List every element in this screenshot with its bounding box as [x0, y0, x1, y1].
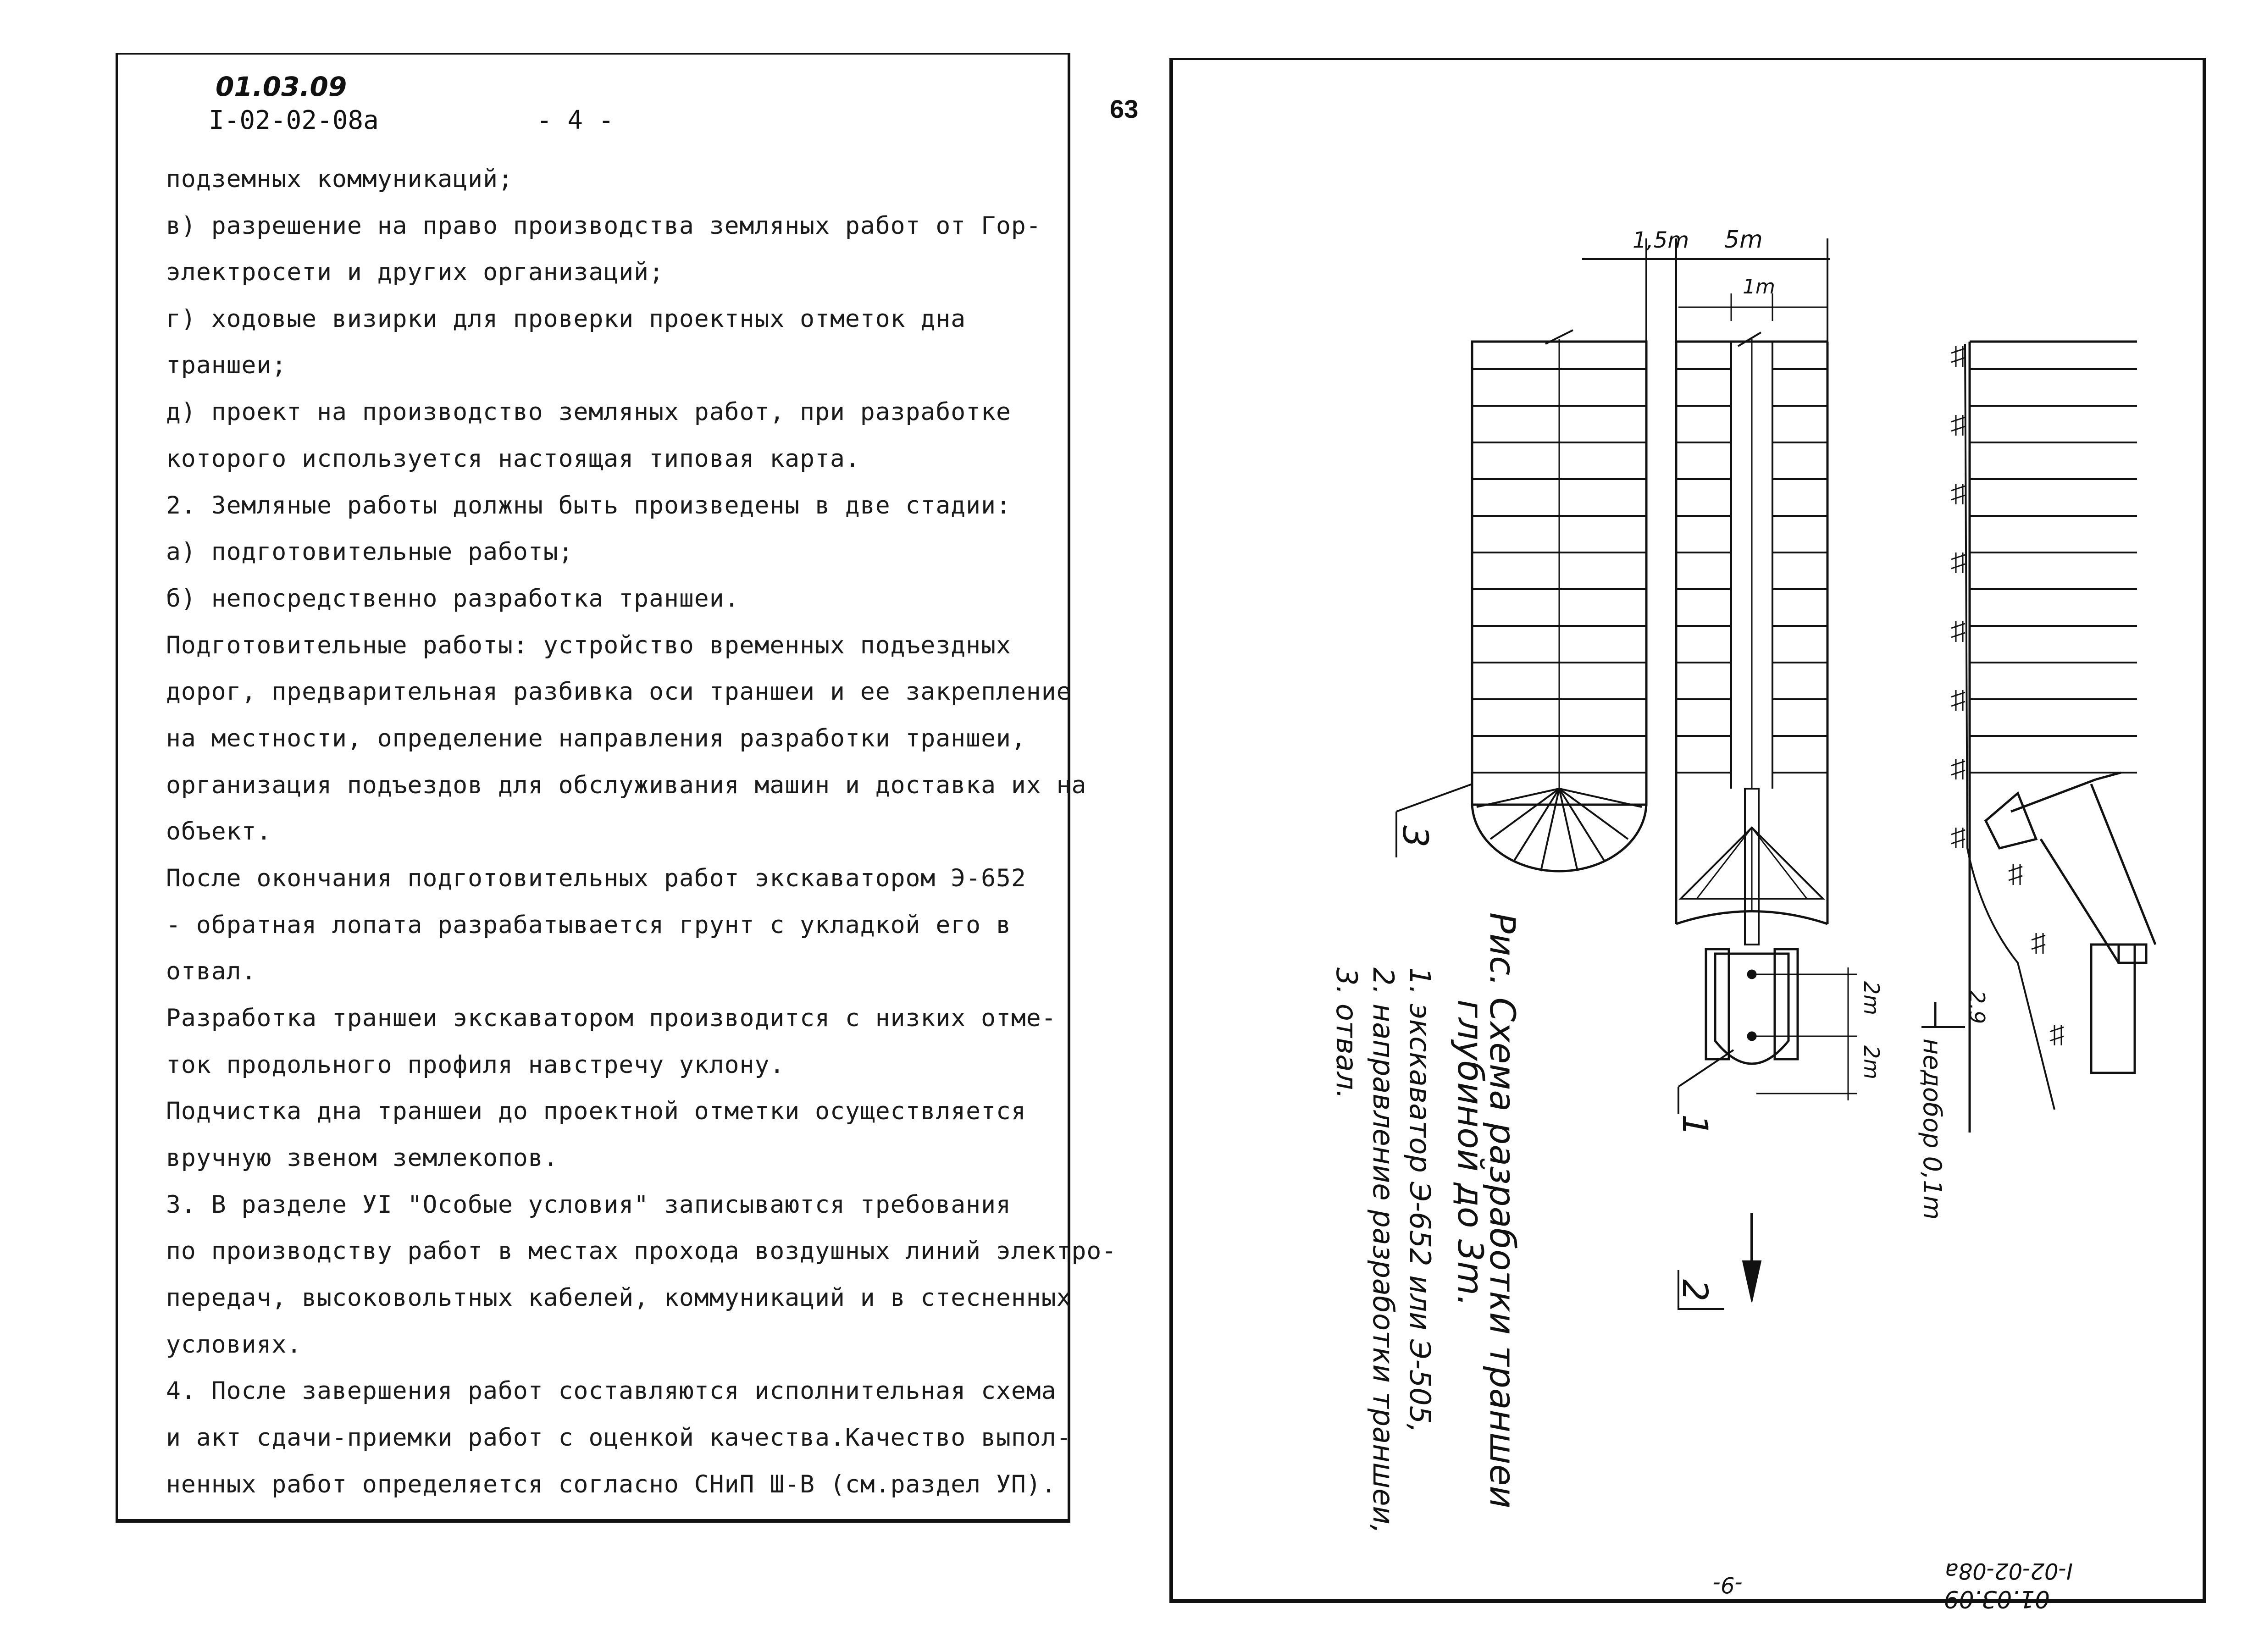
handwritten-code: 01.03.09 [216, 71, 347, 102]
legend-item-3: 3. отвал. [1330, 967, 1363, 1099]
text-line: в) разрешение на право производства земляных работ от Гор- [166, 212, 1041, 240]
footer-page: -9- [1712, 1572, 1743, 1597]
text-line: которого используется настоящая типовая карта. [166, 445, 860, 473]
text-line: ток продольного профиля навстречу уклону. [166, 1051, 785, 1079]
text-line: условиях. [166, 1331, 302, 1359]
dim-step-1: 2m [1859, 981, 1884, 1016]
legend-item-1: 1. экскаватор Э-652 или Э-505, [1403, 967, 1437, 1433]
excavator-plan [1706, 949, 1798, 1064]
text-line: - обратная лопата разрабатывается грунт с укладкой его в [166, 911, 1011, 939]
callout-2: 2 [1675, 1279, 1716, 1302]
text-line: Разработка траншеи экскаватором производится с низких отме- [166, 1004, 1057, 1032]
caption-title: Рис. Схема разработки траншеи [1482, 912, 1523, 1508]
text-line: электросети и других организаций; [166, 258, 664, 286]
text-line: ненных работ определяется согласно СНиП Ш-В (см.раздел УП). [166, 1470, 1057, 1498]
text-line: передач, высоковольтных кабелей, коммуникаций и в стесненных [166, 1284, 1072, 1312]
spoil-radial-lines [1477, 789, 1642, 871]
text-line: 3. В разделе УI "Особые условия" записываются требования [166, 1191, 1011, 1219]
text-line: по производству работ в местах прохода воздушных линий электро- [166, 1237, 1117, 1265]
sheet-number: 63 [1110, 94, 1139, 123]
document-code: I-02-02-08a [209, 105, 379, 135]
dim-depth: 2.9 [1965, 990, 1989, 1024]
text-line: Подчистка дна траншеи до проектной отметки осуществляется [166, 1097, 1026, 1125]
text-line: организация подъездов для обслуживания машин и доставка их на [166, 771, 1087, 799]
page-number: - 4 - [537, 105, 614, 135]
text-line: Подготовительные работы: устройство временных подъездных [166, 631, 1011, 659]
text-line: 2. Земляные работы должны быть произведены в две стадии: [166, 492, 1011, 519]
profile-ticks [1970, 369, 2137, 773]
callout-3: 3 [1395, 825, 1436, 848]
text-line: б) непосредственно разработка траншеи. [166, 585, 740, 613]
excavator-side-view [1986, 773, 2155, 1073]
dim-step-2: 2m [1859, 1045, 1884, 1080]
text-line: д) проект на производство земляных работ, при разработке [166, 398, 1011, 426]
text-line: После окончания подготовительных работ экскаватором Э-652 [166, 864, 1026, 892]
text-line: а) подготовительные работы; [166, 538, 574, 566]
dim-width-label: 5m [1724, 226, 1763, 254]
text-line: вручную звеном землекопов. [166, 1144, 559, 1172]
dim-slope: недобор 0,1m [1918, 1039, 1947, 1220]
footer-code-2: I-02-02-08a [1945, 1558, 2073, 1584]
callout-1: 1 [1675, 1114, 1716, 1137]
dim-bottom-label: 1m [1743, 275, 1775, 298]
legend-item-2: 2. направление разработки траншеи, [1367, 967, 1400, 1534]
text-line: 4. После завершения работ составляются исполнительная схема [166, 1377, 1057, 1405]
dim-offset-label: 1,5m [1633, 227, 1689, 253]
text-line: объект. [166, 818, 272, 845]
text-line: отвал. [166, 957, 257, 985]
text-line: подземных коммуникаций; [166, 165, 513, 193]
text-line: дорог, предварительная разбивка оси траншеи и ее закрепление [166, 678, 1072, 706]
text-line: и акт сдачи-приемки работ с оценкой качества.Качество выпол- [166, 1424, 1072, 1452]
footer-code-1: 01.03.09 [1943, 1585, 2050, 1613]
excavation-arc [1676, 912, 1827, 924]
spoil-arc [1472, 802, 1646, 871]
caption-title-2: глубиной до 3m. [1450, 1000, 1491, 1307]
text-line: г) ходовые визирки для проверки проектных отметок дна [166, 305, 966, 333]
text-line: траншеи; [166, 351, 287, 379]
slope-hatching [1951, 346, 2064, 1045]
text-line: на местности, определение направления разработки траншеи, [166, 724, 1026, 752]
